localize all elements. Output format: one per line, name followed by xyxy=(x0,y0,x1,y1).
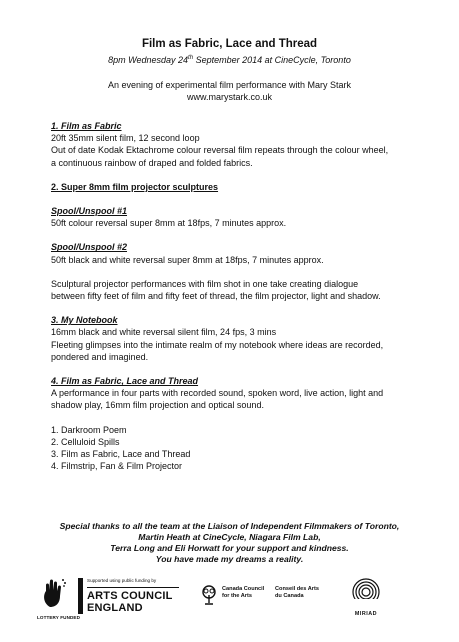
ace-name-line2: ENGLAND xyxy=(87,602,143,614)
subsection-specs: 50ft black and white reversal super 8mm at 18fps, 7 minutes approx. xyxy=(51,254,324,265)
cc-en-line2: for the Arts xyxy=(222,593,252,599)
tree-icon xyxy=(200,585,218,605)
subtitle-date-rest: September 2014 at CineCycle, Toronto xyxy=(193,55,351,65)
cc-fr-line1: Conseil des Arts xyxy=(275,586,319,592)
intro-text: An evening of experimental film performance with Mary Stark xyxy=(107,80,352,90)
section-desc: A performance in four parts with recorded sound, spoken word, live action, light and xyxy=(51,388,384,399)
thanks-line: Martin Heath at CineCycle, Niagara Film Lab, xyxy=(138,532,321,542)
section-heading: 1. Film as Fabric xyxy=(51,121,122,131)
subtitle-date-start: 8pm Wednesday 24 xyxy=(108,55,189,65)
section-heading: 2. Super 8mm film projector sculptures xyxy=(51,181,219,192)
part-item: 3. Film as Fabric, Lace and Thread xyxy=(51,449,191,460)
section-desc: Fleeting glimpses into the intimate realm of my notebook where ideas are recorded, xyxy=(51,339,384,350)
ace-tagline: Supported using public funding by xyxy=(87,578,157,583)
part-item: 4. Filmstrip, Fan & Film Projector xyxy=(51,461,183,472)
section-desc: Sculptural projector performances with film shot in one take creating dialogue xyxy=(51,278,359,289)
sculpture-description xyxy=(51,278,421,302)
lottery-label: LOTTERY FUNDED xyxy=(37,615,80,620)
thanks-line: Terra Long and Eli Horwatt for your support and kindness. xyxy=(110,543,349,553)
website-url: www.marystark.co.uk xyxy=(186,92,273,102)
cc-fr-line2: du Canada xyxy=(275,593,304,599)
section-desc: between fifty feet of film and fifty feet of thread, the film projector, light and shadow. xyxy=(51,291,381,302)
section-projector-sculptures xyxy=(51,181,421,193)
subsection-spool-unspool-2 xyxy=(51,241,421,265)
subtitle-ordinal: th xyxy=(188,55,194,61)
part-item: 2. Celluloid Spills xyxy=(51,436,120,447)
thanks-line: You have made my dreams a reality. xyxy=(155,554,304,564)
section-desc: Out of date Kodak Ektachrome colour reversal film repeats through the colour wheel, xyxy=(51,145,389,156)
divider xyxy=(87,587,179,588)
acknowledgements xyxy=(0,521,459,565)
section-specs: 16mm black and white reversal silent film, 24 fps, 3 mins xyxy=(51,327,277,338)
subsection-heading: Spool/Unspool #1 xyxy=(51,206,128,217)
section-desc: pondered and imagined. xyxy=(51,351,149,362)
section-my-notebook xyxy=(51,314,421,363)
funder-logos xyxy=(0,575,459,635)
event-date-venue xyxy=(0,52,459,66)
miriad-label: MIRIAD xyxy=(354,611,378,617)
section-specs: 20ft 35mm silent film, 12 second loop xyxy=(51,133,200,144)
miriad-logo xyxy=(348,577,384,617)
programme-content xyxy=(51,120,421,472)
section-film-lace-thread xyxy=(51,375,421,412)
section-desc: a continuous rainbow of draped and folded fabrics. xyxy=(51,157,253,168)
section-heading: 4. Film as Fabric, Lace and Thread xyxy=(51,376,199,387)
subsection-specs: 50ft colour reversal super 8mm at 18fps, 7 minutes approx. xyxy=(51,218,287,229)
cc-french xyxy=(275,586,319,600)
section-heading: 3. My Notebook xyxy=(51,315,118,326)
document-header xyxy=(0,37,459,103)
cc-english xyxy=(222,586,264,600)
document-title: Film as Fabric, Lace and Thread xyxy=(141,38,318,50)
subsection-spool-unspool-1 xyxy=(51,205,421,229)
section-desc: shadow play, 16mm film projection and optical sound. xyxy=(51,400,264,411)
part-item: 1. Darkroom Poem xyxy=(51,424,127,435)
intro xyxy=(0,79,459,103)
section-film-as-fabric xyxy=(51,120,421,169)
lottery-hand-icon xyxy=(37,577,67,609)
thanks-line: Special thanks to all the team at the Liaison of Independent Filmmakers of Toronto, xyxy=(59,521,400,531)
lottery-funded-logo xyxy=(37,577,80,620)
ace-name-line1: ARTS COUNCIL xyxy=(87,590,173,602)
ace-bar-icon xyxy=(78,578,83,614)
subsection-heading: Spool/Unspool #2 xyxy=(51,242,128,253)
concentric-arcs-icon xyxy=(349,577,383,605)
cc-en-line1: Canada Council xyxy=(222,586,265,592)
